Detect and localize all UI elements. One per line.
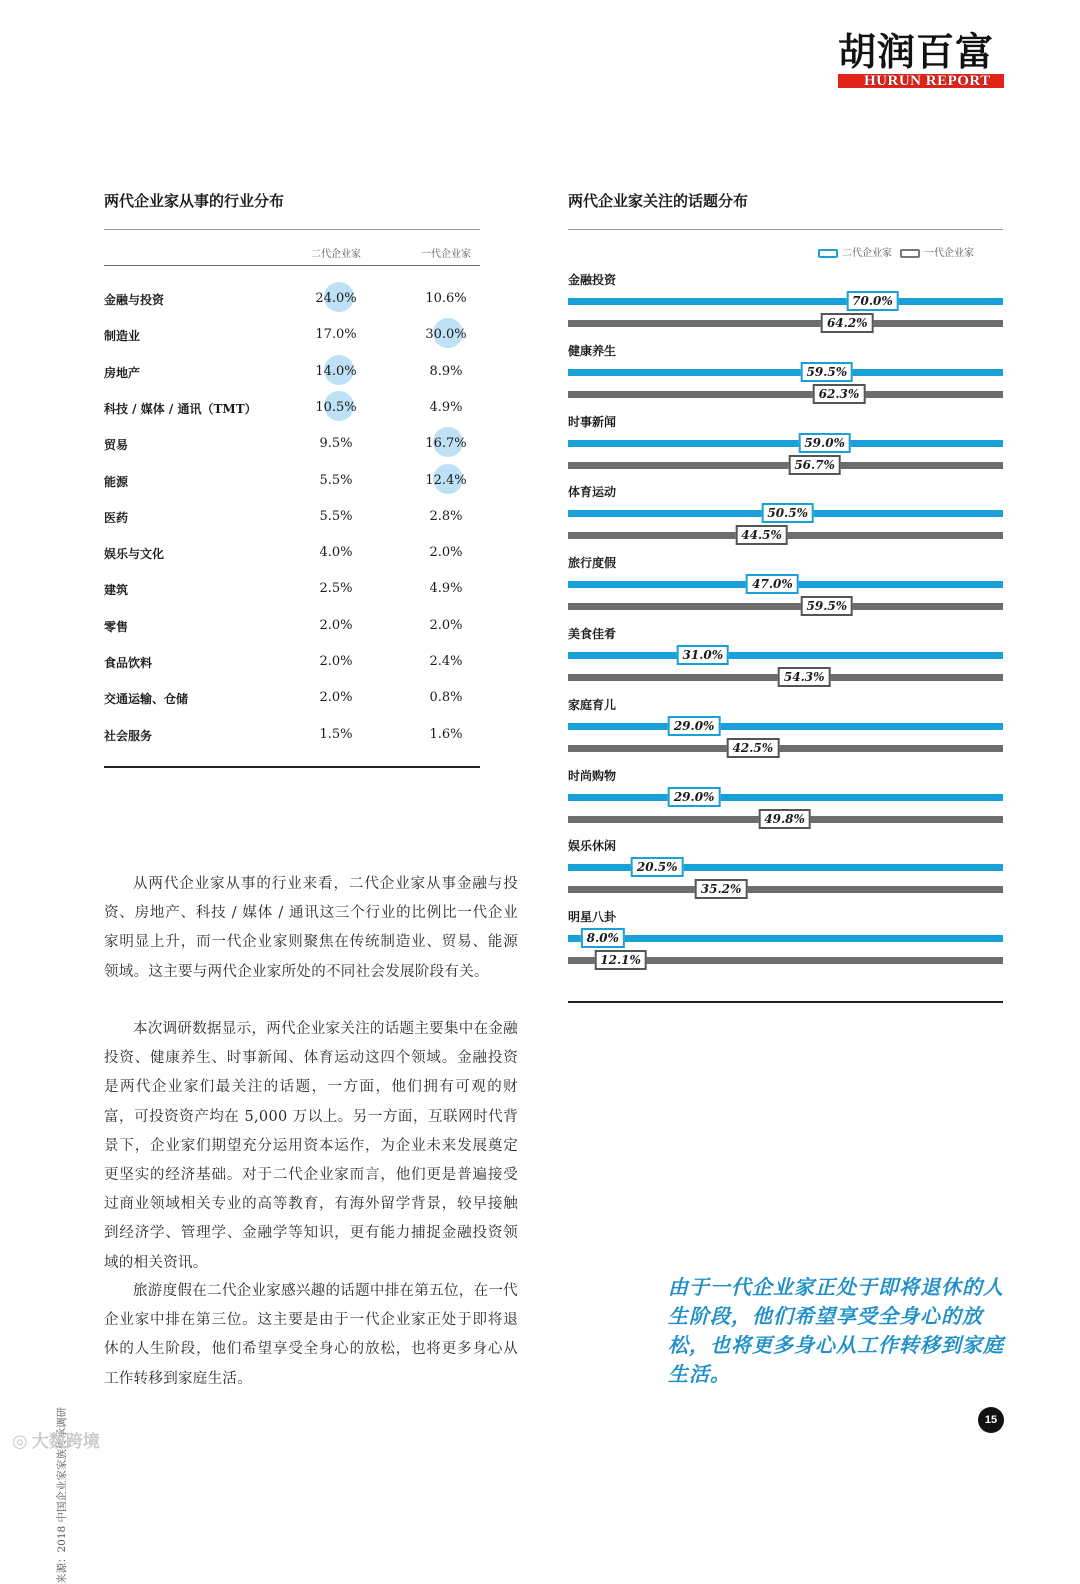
legend-first-gen: 一代企业家	[924, 248, 974, 259]
topic-label: 时尚购物	[568, 768, 617, 783]
industry-label: 科技 / 媒体 / 通讯（TMT）	[104, 401, 257, 416]
chart-title: 两代企业家关注的话题分布	[568, 192, 749, 210]
second-gen-value: 2.0%	[319, 617, 353, 633]
second-gen-value: 17.0%	[315, 327, 357, 343]
first-gen-value: 4.9%	[429, 581, 463, 597]
second-gen-value: 5.5%	[319, 472, 353, 488]
source-note: 来源：2018 中国企业家家族传承调研	[56, 1406, 68, 1584]
table-row	[104, 499, 480, 535]
first-gen-bar	[568, 462, 1003, 469]
industry-label: 食品饮料	[104, 656, 153, 670]
table-row	[104, 644, 480, 680]
second-gen-value-label: 59.5%	[800, 362, 853, 382]
second-gen-value: 5.5%	[319, 508, 353, 524]
body-paragraph-1: 从两代企业家从事的行业来看，二代企业家从事金融与投资、房地产、科技 / 媒体 / 通讯这三个行业的比例比一代企业家明显上升，而一代企业家则聚焦在传统制造业、贸易、能源领域。这主要与两代企业家所处的不同社会发展阶段有关。	[104, 876, 518, 980]
table-row	[104, 680, 480, 716]
second-gen-bar	[568, 794, 1003, 801]
table-row	[104, 354, 480, 390]
body-paragraph-2: 本次调研数据显示，两代企业家关注的话题主要集中在金融投资、健康养生、时事新闻、体育运动这四个领域。金融投资是两代企业家们最关注的话题，一方面，他们拥有可观的财富，可投资资产均在 5,000 万以上。另一方面，互联网时代背景下，企业家们期望充分运用资本运作，为企业未来发展奠定更坚实的经济基础。对于二代企业家而言，他们更是普遍接受过商业领域相关专业的高等教育，有海外留学背景，较早接触到经济学、管理学、金融学等知识，更有能力捕捉金融投资领域的相关资讯。	[104, 1021, 518, 1271]
industry-label: 医药	[104, 510, 129, 525]
first-gen-value: 2.8%	[429, 508, 463, 524]
page-number: 15	[978, 1407, 1004, 1433]
second-gen-bar	[568, 723, 1003, 730]
table-row	[104, 390, 480, 426]
first-gen-value-label: 62.3%	[813, 384, 866, 404]
pull-quote: 由于一代企业家正处于即将退休的人生阶段，他们希望享受全身心的放松，也将更多身心从工作转移到家庭生活。	[668, 1275, 1004, 1386]
table-row	[104, 463, 480, 499]
industry-label: 交通运输、仓储	[104, 692, 189, 707]
second-gen-value: 2.0%	[319, 690, 353, 706]
first-gen-bar	[568, 320, 1003, 327]
first-gen-value-label: 54.3%	[778, 667, 831, 687]
table-top-rule	[104, 229, 480, 230]
topic-label: 明星八卦	[568, 910, 617, 925]
second-gen-value: 24.0%	[315, 291, 357, 306]
logo-english: HURUN REPORT	[864, 73, 991, 89]
first-gen-value: 30.0%	[425, 327, 467, 343]
industry-label: 金融与投资	[104, 293, 165, 307]
industry-label: 建筑	[104, 583, 129, 598]
first-gen-value: 2.0%	[429, 617, 463, 633]
first-gen-value-label: 56.7%	[788, 455, 841, 475]
watermark	[12, 1427, 100, 1452]
topic-label: 金融投资	[568, 273, 617, 287]
table-row	[104, 717, 480, 753]
second-gen-value: 9.5%	[319, 436, 353, 452]
table-row	[104, 571, 480, 607]
first-gen-value-label: 59.5%	[800, 596, 853, 616]
legend-blue-key	[818, 249, 838, 258]
topic-label: 健康养生	[568, 343, 617, 358]
first-gen-value: 4.9%	[429, 399, 463, 415]
legend-second-gen: 二代企业家	[842, 248, 892, 259]
second-gen-value: 14.0%	[315, 363, 357, 379]
second-gen-value: 2.0%	[319, 654, 353, 669]
col-header-first-gen: 一代企业家	[421, 249, 471, 260]
second-gen-value-label: 47.0%	[746, 574, 799, 594]
first-gen-value: 10.6%	[425, 291, 467, 306]
first-gen-value: 2.0%	[429, 545, 463, 561]
second-gen-value-label: 8.0%	[581, 928, 625, 948]
first-gen-value: 12.4%	[425, 472, 467, 488]
industry-label: 制造业	[104, 329, 141, 344]
second-gen-bar	[568, 369, 1003, 376]
second-gen-value-label: 70.0%	[846, 291, 899, 311]
topic-label: 时事新闻	[568, 414, 617, 429]
second-gen-value-label: 31.0%	[677, 645, 730, 665]
industry-label: 娱乐与文化	[104, 547, 165, 562]
industry-label: 零售	[104, 619, 129, 634]
col-header-second-gen: 二代企业家	[311, 249, 361, 260]
table-row	[104, 281, 480, 317]
second-gen-value-label: 59.0%	[798, 433, 851, 453]
first-gen-value-label: 35.2%	[695, 879, 748, 899]
first-gen-value: 1.6%	[429, 726, 463, 742]
first-gen-value-label: 44.5%	[735, 525, 788, 545]
topic-label: 美食佳肴	[568, 627, 617, 641]
topic-label: 体育运动	[568, 485, 617, 500]
topic-label: 家庭育儿	[568, 697, 617, 712]
table-row	[104, 535, 480, 571]
first-gen-value: 8.9%	[429, 363, 463, 379]
table-header-rule	[104, 265, 480, 266]
topic-label: 娱乐休闲	[568, 839, 617, 854]
second-gen-bar	[568, 440, 1003, 447]
second-gen-value-label: 29.0%	[668, 787, 721, 807]
second-gen-value-label: 29.0%	[668, 716, 721, 736]
hurun-logo	[838, 30, 1004, 90]
second-gen-value-label: 50.5%	[761, 503, 814, 523]
table-row	[104, 426, 480, 462]
first-gen-value-label: 12.1%	[594, 950, 647, 970]
table-row	[104, 317, 480, 353]
industry-table-title: 两代企业家从事的行业分布	[104, 192, 285, 210]
first-gen-value: 16.7%	[425, 436, 467, 452]
first-gen-bar	[568, 745, 1003, 752]
first-gen-value-label: 49.8%	[758, 809, 811, 829]
first-gen-bar	[568, 391, 1003, 398]
second-gen-value-label: 20.5%	[631, 857, 684, 877]
industry-label: 贸易	[104, 438, 129, 453]
topic-label: 旅行度假	[568, 556, 617, 571]
body-paragraph-3: 旅游度假在二代企业家感兴趣的话题中排在第五位，在一代企业家中排在第三位。这主要是由于一代企业家正处于即将退休的人生阶段，他们希望享受全身心的放松，也将更多身心从工作转移到家庭生活。	[104, 1283, 518, 1387]
industry-label: 能源	[104, 474, 129, 489]
table-row	[104, 608, 480, 644]
chart-bottom-rule	[568, 1001, 1003, 1003]
second-gen-bar	[568, 935, 1003, 942]
chart-legend	[818, 244, 974, 259]
first-gen-value: 0.8%	[429, 690, 463, 706]
first-gen-bar	[568, 886, 1003, 893]
legend-grey-key	[900, 249, 920, 258]
second-gen-value: 1.5%	[319, 726, 353, 742]
industry-label: 房地产	[104, 365, 141, 380]
first-gen-bar	[568, 603, 1003, 610]
table-bottom-rule	[104, 766, 480, 768]
second-gen-bar	[568, 298, 1003, 305]
first-gen-value: 2.4%	[429, 654, 463, 669]
second-gen-value: 4.0%	[319, 545, 353, 561]
second-gen-value: 2.5%	[319, 581, 353, 597]
second-gen-value: 10.5%	[315, 399, 357, 415]
industry-label: 社会服务	[104, 728, 153, 743]
watermark-text: 大数跨境	[31, 1432, 100, 1452]
logo-chinese: 胡润百富	[838, 30, 995, 74]
second-gen-bar	[568, 652, 1003, 659]
weibo-icon: ◎	[12, 1431, 28, 1452]
chart-top-rule	[568, 229, 1003, 230]
first-gen-value-label: 64.2%	[821, 313, 874, 333]
first-gen-value-label: 42.5%	[727, 738, 780, 758]
